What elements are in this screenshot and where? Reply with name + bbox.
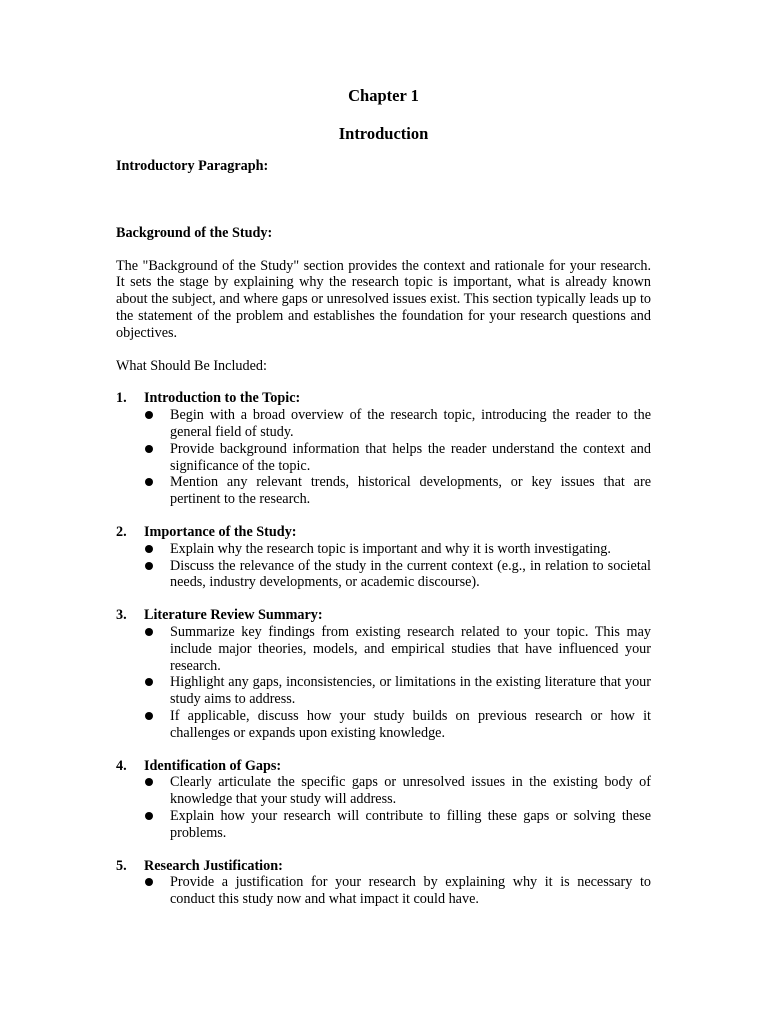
bullet-icon xyxy=(144,541,170,558)
list-item xyxy=(144,558,651,592)
list-item-text: If applicable, discuss how your study builds on previous research or how it challenges or expands upon existing knowledge. xyxy=(170,707,651,741)
list-item-text: Explain how your research will contribute to filling these gaps or solving these problems. xyxy=(170,807,651,841)
section-number: 3. xyxy=(116,607,127,624)
list-item xyxy=(144,441,651,475)
bullet-list xyxy=(116,874,651,908)
list-item-text: Clearly articulate the specific gaps or unresolved issues in the existing body of knowledge that your study will address. xyxy=(170,774,651,808)
section xyxy=(116,524,651,591)
bullet-list xyxy=(116,541,651,591)
bullet-list xyxy=(116,774,651,841)
page-title: Introduction xyxy=(338,124,429,143)
list-item-text: Begin with a broad overview of the research topic, introducing the reader to the general field of study. xyxy=(170,407,651,440)
bullet-icon xyxy=(144,674,170,708)
list-item xyxy=(144,774,651,808)
section-number: 5. xyxy=(116,857,127,874)
bullet-icon xyxy=(144,708,170,742)
bullet-list xyxy=(116,624,651,742)
list-item xyxy=(144,474,651,508)
section-number: 1. xyxy=(116,390,127,407)
list-item-text: Provide a justification for your research by explaining why it is necessary to conduct this study now and what impact it could have. xyxy=(170,874,651,908)
bullet-icon xyxy=(144,441,170,475)
bullet-icon xyxy=(144,407,170,441)
section xyxy=(116,858,651,908)
section-title: Importance of the Study: xyxy=(144,523,297,540)
list-item xyxy=(144,407,651,441)
section-heading xyxy=(116,858,651,875)
section-title: Research Justification: xyxy=(144,857,283,874)
what-included-label: What Should Be Included: xyxy=(116,357,267,374)
list-item xyxy=(144,624,651,674)
list-item xyxy=(144,708,651,742)
list-item xyxy=(144,808,651,842)
section xyxy=(116,390,651,508)
list-item xyxy=(144,674,651,708)
background-heading: Background of the Study: xyxy=(116,224,273,241)
list-item-text: Explain why the research topic is important and why it is worth investigating. xyxy=(170,540,611,557)
section-title: Introduction to the Topic: xyxy=(144,390,301,407)
bullet-icon xyxy=(144,808,170,842)
sections-list xyxy=(116,390,651,908)
list-item-text: Summarize key findings from existing research related to your topic. This may include major theories, models, and empirical studies that have influenced your research. xyxy=(170,623,651,674)
list-item-text: Mention any relevant trends, historical developments, or key issues that are pertinent to the research. xyxy=(170,474,651,508)
bullet-icon xyxy=(144,624,170,674)
list-item-text: Discuss the relevance of the study in the current context (e.g., in relation to societal needs, industry developments, or academic discourse). xyxy=(170,557,651,591)
section-heading xyxy=(116,758,651,775)
section-number: 2. xyxy=(116,523,127,540)
bullet-icon xyxy=(144,874,170,908)
empty-introductory-paragraph xyxy=(116,175,651,225)
chapter-label: Chapter 1 xyxy=(348,86,419,105)
background-paragraph: The "Background of the Study" section provides the context and rationale for your research. It sets the stage by explaining why the research topic is important, what is already known about the subject, and where gaps or unresolved issues exist. This section typically leads up to the statement of the problem and establishes the foundation for your research questions and objectives. xyxy=(116,257,651,341)
list-item xyxy=(144,541,651,558)
bullet-icon xyxy=(144,774,170,808)
bullet-icon xyxy=(144,474,170,508)
section-heading xyxy=(116,390,651,407)
bullet-icon xyxy=(144,558,170,592)
list-item-text: Provide background information that helps the reader understand the context and significance of the topic. xyxy=(170,440,651,474)
section xyxy=(116,607,651,741)
list-item xyxy=(144,874,651,908)
section-heading xyxy=(116,524,651,541)
bullet-list xyxy=(116,407,651,508)
section-number: 4. xyxy=(116,757,127,774)
section xyxy=(116,758,651,842)
list-item-text: Highlight any gaps, inconsistencies, or limitations in the existing literature that your study aims to address. xyxy=(170,674,651,708)
section-title: Literature Review Summary: xyxy=(144,607,323,624)
introductory-paragraph-heading: Introductory Paragraph: xyxy=(116,158,269,174)
section-title: Identification of Gaps: xyxy=(144,757,282,774)
section-heading xyxy=(116,607,651,624)
